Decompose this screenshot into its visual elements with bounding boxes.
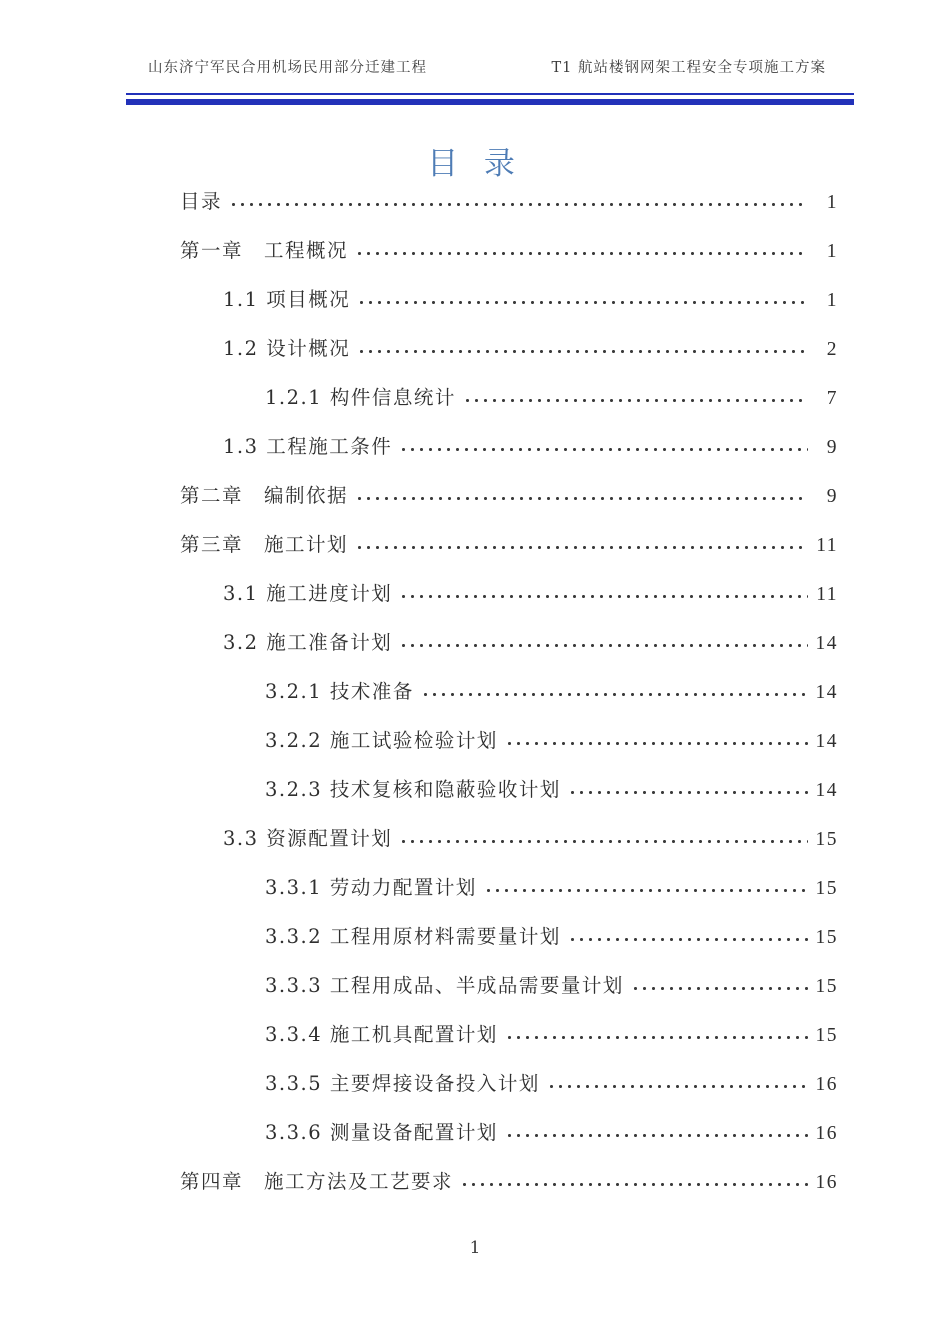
toc-entry-page-number: 11 <box>816 584 838 605</box>
toc-dot-leader <box>505 1022 808 1042</box>
toc-entry-label: 3.2.1 技术准备 <box>265 680 414 703</box>
toc-entry-page-number: 15 <box>815 1025 838 1046</box>
toc-entry[interactable] <box>128 235 838 284</box>
toc-entry[interactable] <box>128 676 838 725</box>
toc-entry[interactable] <box>128 1019 838 1068</box>
toc-entry-page-number: 14 <box>815 633 838 654</box>
toc-dot-leader <box>355 532 808 552</box>
toc-entry-page-number: 15 <box>815 976 838 997</box>
toc-dot-leader <box>568 924 808 944</box>
toc-dot-leader <box>505 728 808 748</box>
table-of-contents <box>128 186 838 1215</box>
toc-entry-label: 3.3.6 测量设备配置计划 <box>265 1121 498 1144</box>
toc-entry-label: 第二章 编制依据 <box>180 484 349 507</box>
header-divider-rule <box>126 93 854 105</box>
toc-entry-page-number: 9 <box>826 486 838 507</box>
toc-dot-leader <box>357 287 808 307</box>
toc-dot-leader <box>547 1071 808 1091</box>
toc-entry-page-number: 14 <box>815 682 838 703</box>
toc-entry-page-number: 9 <box>826 437 838 458</box>
toc-entry-page-number: 11 <box>816 535 838 556</box>
toc-entry-page-number: 2 <box>826 339 838 360</box>
toc-dot-leader <box>631 973 808 993</box>
toc-entry-label: 3.3.3 工程用成品、半成品需要量计划 <box>265 974 624 997</box>
toc-dot-leader <box>463 385 808 405</box>
toc-entry[interactable] <box>128 529 838 578</box>
toc-entry-page-number: 7 <box>826 388 838 409</box>
toc-dot-leader <box>568 777 808 797</box>
toc-entry-page-number: 14 <box>815 731 838 752</box>
toc-entry-label: 3.3.4 施工机具配置计划 <box>265 1023 498 1046</box>
toc-entry[interactable] <box>128 627 838 676</box>
toc-dot-leader <box>399 434 808 454</box>
toc-entry-label: 3.3.1 劳动力配置计划 <box>265 876 477 899</box>
toc-dot-leader <box>484 875 808 895</box>
toc-entry-label: 目录 <box>180 190 223 213</box>
toc-entry-label: 第三章 施工计划 <box>180 533 349 556</box>
toc-entry-page-number: 16 <box>815 1074 838 1095</box>
toc-dot-leader <box>399 581 808 601</box>
toc-entry-label: 3.2.2 施工试验检验计划 <box>265 729 498 752</box>
toc-dot-leader <box>355 238 808 258</box>
toc-entry[interactable] <box>128 431 838 480</box>
toc-entry[interactable] <box>128 284 838 333</box>
toc-entry[interactable] <box>128 823 838 872</box>
toc-entry-label: 3.3 资源配置计划 <box>223 827 393 850</box>
toc-entry[interactable] <box>128 1117 838 1166</box>
toc-entry[interactable] <box>128 774 838 823</box>
toc-entry-page-number: 14 <box>815 780 838 801</box>
toc-entry[interactable] <box>128 725 838 774</box>
toc-entry-label: 1.3 工程施工条件 <box>223 435 393 458</box>
toc-entry[interactable] <box>128 970 838 1019</box>
toc-entry-label: 3.3.2 工程用原材料需要量计划 <box>265 925 561 948</box>
toc-entry[interactable] <box>128 333 838 382</box>
header-project-name: 山东济宁军民合用机场民用部分迁建工程 <box>148 60 427 76</box>
toc-entry-label: 3.2 施工准备计划 <box>223 631 393 654</box>
toc-entry-page-number: 15 <box>815 829 838 850</box>
toc-dot-leader <box>399 826 808 846</box>
toc-entry-page-number: 15 <box>815 878 838 899</box>
page-header <box>128 56 838 77</box>
header-document-name: T1 航站楼钢网架工程安全专项施工方案 <box>551 60 826 76</box>
toc-entry[interactable] <box>128 382 838 431</box>
toc-entry-label: 第四章 施工方法及工艺要求 <box>180 1170 454 1193</box>
toc-entry-label: 1.2.1 构件信息统计 <box>265 386 456 409</box>
toc-entry[interactable] <box>128 1166 838 1215</box>
toc-entry-page-number: 1 <box>826 290 838 311</box>
toc-entry-label: 1.1 项目概况 <box>223 288 351 311</box>
toc-entry-page-number: 16 <box>815 1172 838 1193</box>
toc-dot-leader <box>355 483 808 503</box>
toc-dot-leader <box>460 1169 808 1189</box>
toc-entry[interactable] <box>128 872 838 921</box>
footer-page-number: 1 <box>469 1238 481 1258</box>
toc-dot-leader <box>357 336 808 356</box>
toc-entry-label: 3.2.3 技术复核和隐蔽验收计划 <box>265 778 561 801</box>
toc-entry[interactable] <box>128 480 838 529</box>
toc-dot-leader <box>399 630 808 650</box>
toc-dot-leader <box>421 679 808 699</box>
toc-entry-page-number: 1 <box>826 241 838 262</box>
toc-title: 目 录 <box>427 146 523 182</box>
toc-entry-page-number: 16 <box>815 1123 838 1144</box>
toc-entry-label: 第一章 工程概况 <box>180 239 349 262</box>
toc-entry-label: 1.2 设计概况 <box>223 337 351 360</box>
toc-entry-label: 3.3.5 主要焊接设备投入计划 <box>265 1072 540 1095</box>
toc-entry-page-number: 15 <box>815 927 838 948</box>
toc-entry[interactable] <box>128 921 838 970</box>
toc-entry-page-number: 1 <box>826 192 838 213</box>
toc-entry[interactable] <box>128 1068 838 1117</box>
toc-dot-leader <box>229 189 808 209</box>
toc-entry[interactable] <box>128 578 838 627</box>
toc-entry[interactable] <box>128 186 838 235</box>
toc-dot-leader <box>505 1120 808 1140</box>
toc-entry-label: 3.1 施工进度计划 <box>223 582 393 605</box>
